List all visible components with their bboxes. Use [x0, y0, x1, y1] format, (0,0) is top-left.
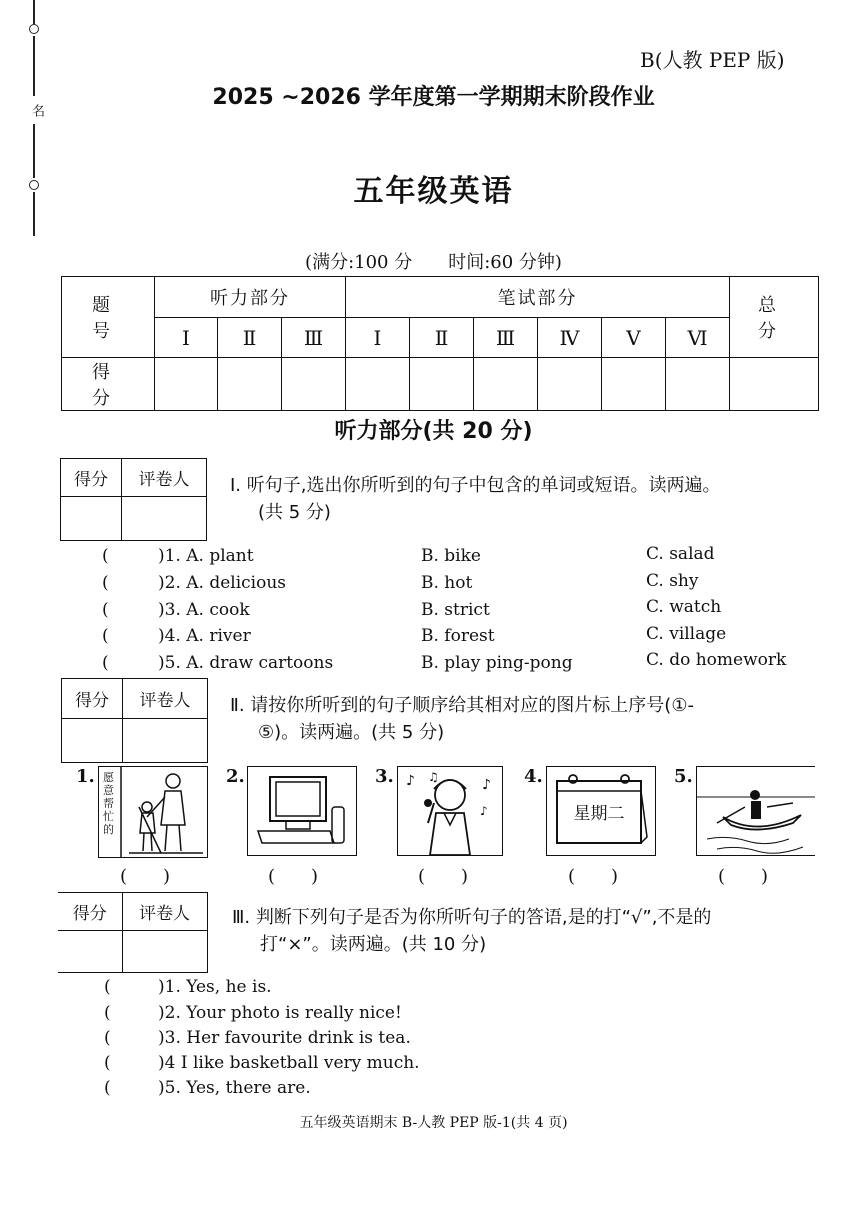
grader-reviewer-label: 评卷人	[123, 679, 208, 719]
picture-1-number: 1.	[76, 766, 95, 787]
question-4-option-b: B. forest	[421, 626, 495, 646]
section3-instruction-line2: 打“×”。读两遍。(共 10 分)	[260, 934, 487, 955]
binding-hole-top	[29, 24, 39, 34]
score-col-listening-3: Ⅲ	[282, 318, 346, 358]
binding-line-top	[33, 0, 35, 24]
grader-box-2	[61, 678, 208, 763]
score-col-written-3: Ⅲ	[474, 318, 538, 358]
score-col-written-6: Ⅵ	[666, 318, 730, 358]
grader-reviewer-label: 评卷人	[122, 459, 207, 497]
section3-instruction	[232, 904, 798, 958]
score-cell[interactable]	[346, 358, 410, 411]
question-1-option-c: C. salad	[646, 544, 715, 564]
judgement-item-5: )5. Yes, there are.	[158, 1078, 311, 1098]
question-5-option-b: B. play ping-pong	[421, 653, 573, 673]
grader-score-label: 得分	[62, 679, 123, 719]
score-cell[interactable]	[282, 358, 346, 411]
page-footer: 五年级英语期末 B-人教 PEP 版-1(共 4 页)	[299, 1115, 568, 1131]
question-2-option-a: )2. A. delicious	[158, 573, 287, 593]
picture-2-number: 2.	[226, 766, 245, 787]
score-cell[interactable]	[602, 358, 666, 411]
exam-meta: (满分:100 分 时间:60 分钟)	[305, 252, 562, 273]
answer-paren-open[interactable]: (	[102, 546, 109, 566]
answer-paren-open[interactable]: (	[102, 573, 109, 593]
picture-4-number: 4.	[524, 766, 543, 787]
edition-label: B(人教 PEP 版)	[640, 48, 785, 72]
grader-reviewer-cell[interactable]	[123, 719, 208, 763]
score-cell[interactable]	[666, 358, 730, 411]
score-col-listening-1: Ⅰ	[155, 318, 218, 358]
score-table-total-header: 总 分	[730, 277, 819, 358]
grader-score-cell[interactable]	[61, 497, 122, 541]
answer-paren-open[interactable]: (	[104, 1003, 111, 1023]
question-5-option-a: )5. A. draw cartoons	[158, 653, 334, 673]
score-cell[interactable]	[218, 358, 282, 411]
score-cell[interactable]	[538, 358, 602, 411]
section1-instruction	[230, 472, 720, 526]
answer-paren-open[interactable]: (	[102, 626, 109, 646]
grader-box-3	[58, 892, 208, 973]
computer-icon	[248, 767, 356, 855]
judgement-item-3: )3. Her favourite drink is tea.	[158, 1028, 411, 1048]
judgement-item-1: )1. Yes, he is.	[158, 977, 272, 997]
judgement-item-4: )4 I like basketball very much.	[158, 1053, 420, 1073]
section3-instruction-line1: Ⅲ. 判断下列句子是否为你所听句子的答语,是的打“√”,不是的	[232, 907, 712, 928]
section2-instruction	[230, 692, 694, 746]
score-table-written-header: 笔试部分	[346, 277, 730, 318]
grader-score-cell[interactable]	[58, 931, 122, 973]
svg-text:♫: ♫	[428, 770, 439, 784]
question-1-option-b: B. bike	[421, 546, 481, 566]
picture-5-answer-blank[interactable]: ( )	[718, 866, 769, 887]
score-cell[interactable]	[155, 358, 218, 411]
score-table	[61, 276, 822, 411]
svg-text:♪: ♪	[480, 804, 488, 818]
score-table-score-label: 得 分	[62, 358, 155, 411]
section2-instruction-line1: Ⅱ. 请按你所听到的句子顺序给其相对应的图片标上序号(①-	[230, 695, 694, 716]
grader-score-label: 得分	[58, 893, 122, 931]
question-4-option-c: C. village	[646, 624, 727, 644]
question-2-option-c: C. shy	[646, 571, 699, 591]
picture-2-answer-blank[interactable]: ( )	[268, 866, 319, 887]
svg-text:♪: ♪	[482, 777, 491, 793]
score-table-listening-header: 听力部分	[155, 277, 346, 318]
answer-paren-open[interactable]: (	[102, 600, 109, 620]
score-col-written-4: Ⅳ	[538, 318, 602, 358]
picture-1-caption: 愿意帮忙的	[103, 771, 114, 836]
answer-paren-open[interactable]: (	[104, 977, 111, 997]
grader-box-1	[60, 458, 207, 541]
picture-4-answer-blank[interactable]: ( )	[568, 866, 619, 887]
listening-section-title: 听力部分(共 20 分)	[334, 419, 533, 444]
score-col-listening-2: Ⅱ	[218, 318, 282, 358]
section2-instruction-line2: ⑤)。读两遍。(共 5 分)	[258, 722, 445, 743]
question-1-option-a: )1. A. plant	[158, 546, 254, 566]
svg-text:♪: ♪	[406, 773, 415, 789]
picture-4-caption: 星期二	[573, 804, 625, 824]
term-title: 2025 ~2026 学年度第一学期期末阶段作业	[212, 85, 655, 110]
picture-2	[247, 766, 357, 856]
score-table-question-header: 题 号	[62, 277, 155, 358]
question-3-option-c: C. watch	[646, 597, 722, 617]
picture-3-number: 3.	[375, 766, 394, 787]
question-5-option-c: C. do homework	[646, 650, 787, 670]
answer-paren-open[interactable]: (	[102, 653, 109, 673]
answer-paren-open[interactable]: (	[104, 1053, 111, 1073]
score-col-written-2: Ⅱ	[410, 318, 474, 358]
page-title: 五年级英语	[353, 174, 514, 209]
section1-instruction-line2: (共 5 分)	[258, 502, 331, 523]
rowing-boat-icon	[697, 767, 815, 855]
grader-reviewer-cell[interactable]	[122, 931, 207, 973]
picture-1-answer-blank[interactable]: ( )	[120, 866, 171, 887]
grader-reviewer-cell[interactable]	[122, 497, 207, 541]
section1-instruction-line1: Ⅰ. 听句子,选出你所听到的句子中包含的单词或短语。读两遍。	[230, 475, 721, 496]
picture-4	[546, 766, 656, 856]
picture-1	[98, 766, 208, 858]
picture-5-number: 5.	[674, 766, 693, 787]
picture-5	[696, 766, 815, 856]
score-col-written-1: Ⅰ	[346, 318, 410, 358]
question-2-option-b: B. hot	[421, 573, 473, 593]
singing-boy-icon	[398, 767, 502, 855]
question-3-option-b: B. strict	[421, 600, 490, 620]
answer-paren-open[interactable]: (	[104, 1028, 111, 1048]
score-cell[interactable]	[410, 358, 474, 411]
question-4-option-a: )4. A. river	[158, 626, 251, 646]
question-3-option-a: )3. A. cook	[158, 600, 250, 620]
score-total-cell[interactable]	[730, 358, 819, 411]
answer-paren-open[interactable]: (	[104, 1078, 111, 1098]
score-col-written-5: Ⅴ	[602, 318, 666, 358]
grader-score-cell[interactable]	[62, 719, 123, 763]
judgement-item-2: )2. Your photo is really nice!	[158, 1003, 402, 1023]
score-cell[interactable]	[474, 358, 538, 411]
grader-score-label: 得分	[61, 459, 122, 497]
picture-3	[397, 766, 503, 856]
grader-reviewer-label: 评卷人	[122, 893, 207, 931]
binding-name-label: 名	[29, 104, 44, 117]
picture-3-answer-blank[interactable]: ( )	[418, 866, 469, 887]
